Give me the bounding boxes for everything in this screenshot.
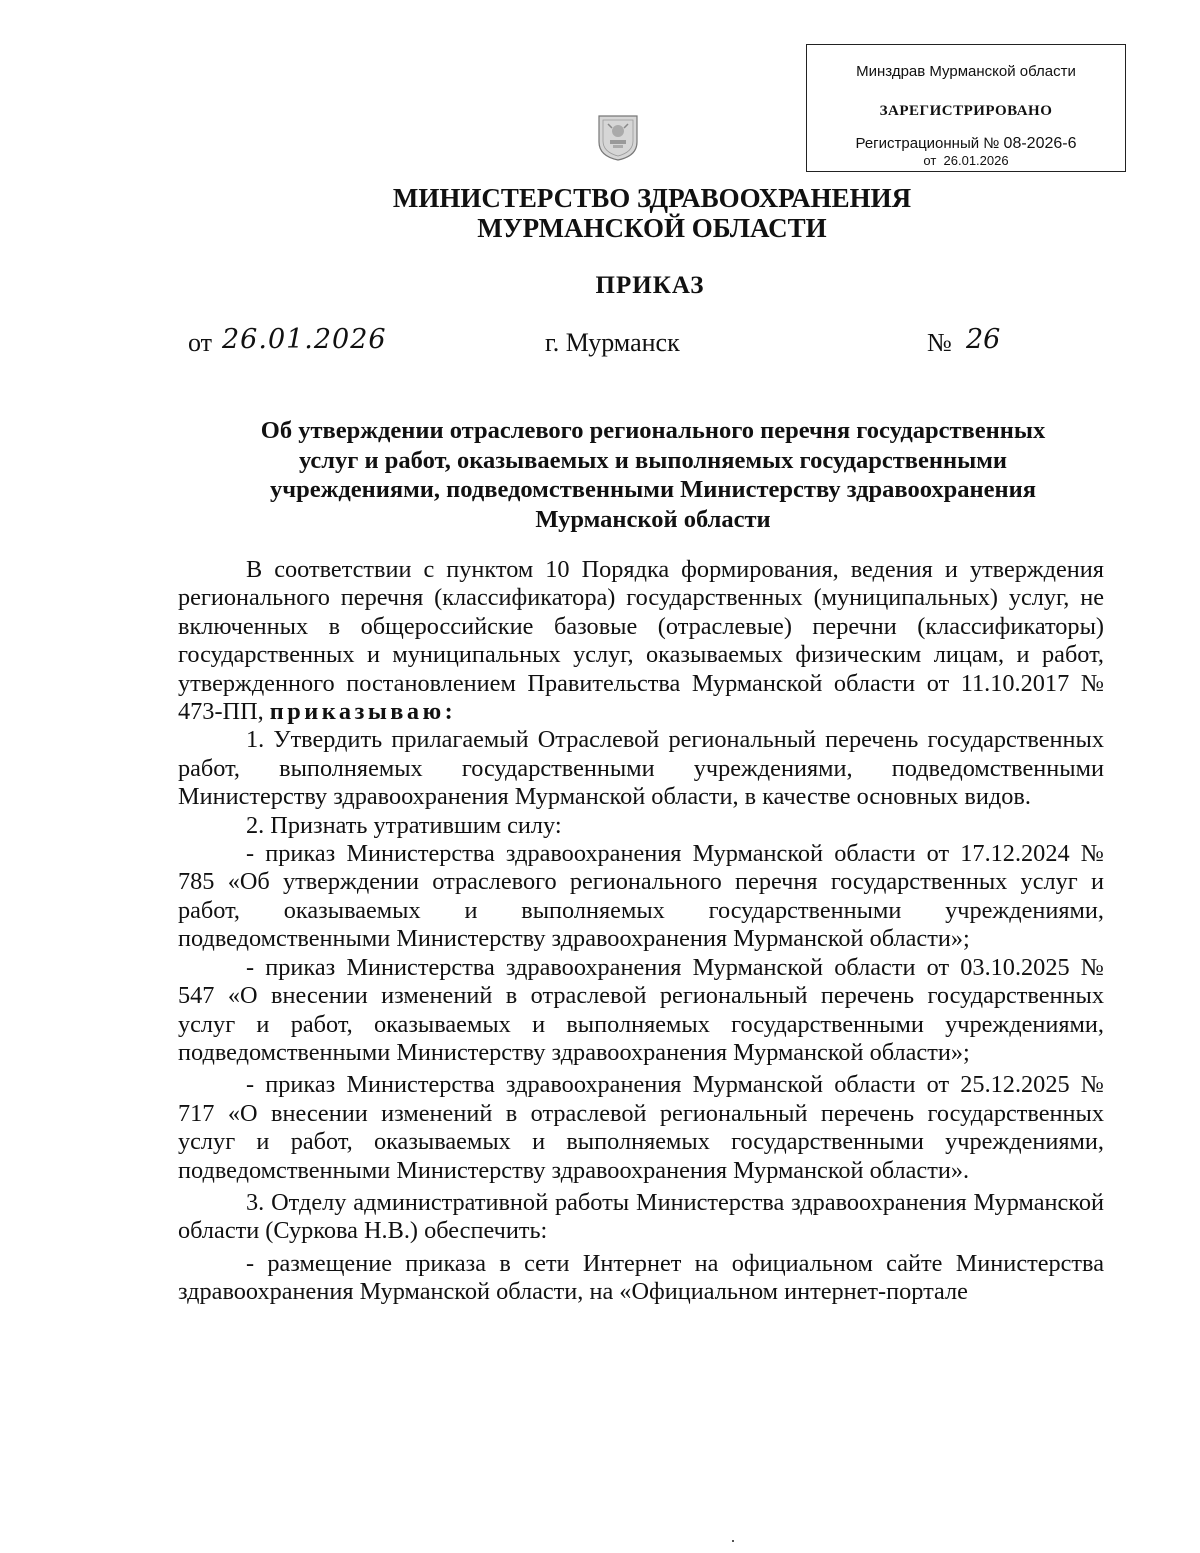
handwritten-date: 26.01.2026 (222, 324, 387, 355)
preamble-paragraph (178, 556, 1104, 726)
registration-stamp (806, 44, 1126, 172)
stamp-status: ЗАРЕГИСТРИРОВАНО (879, 103, 1053, 119)
item-2-c: - приказ Министерства здравоохранения Мурманской области от 25.12.2025 № 717 «О внесении изменений в отраслевой региональный перечень государственных услуг и работ, оказываемых и выполняемых государственными учреждениями, подведомственными Министерству здравоохранения Мурманской области». (178, 1071, 1104, 1184)
stamp-reg-number: 08-2026-6 (1003, 135, 1077, 152)
handwritten-number: 26 (966, 324, 1001, 355)
scan-dot (732, 1540, 734, 1542)
stamp-organization: Минздрав Мурманской области (856, 63, 1076, 80)
item-2-a: - приказ Министерства здравоохранения Мурманской области от 17.12.2024 № 785 «Об утверждении отраслевого регионального перечня государственных услуг и работ, оказываемых и выполняемых государственными учреждениями, подведомственными Министерству здравоохранения Мурманской области»; (178, 840, 1104, 953)
document-type: ПРИКАЗ (595, 272, 705, 299)
order-word: приказываю: (269, 698, 457, 726)
stamp-date-label: от (923, 153, 944, 168)
city: г. Мурманск (545, 328, 680, 357)
item-1: 1. Утвердить прилагаемый Отраслевой региональный перечень государственных работ, выполняемых государственными учреждениями, подведомственными Министерству здравоохранения Мурманской области, в качестве основных видов. (178, 726, 1104, 811)
order-subject: Об утверждении отраслевого регионального перечня государственных услуг и работ, оказываемых и выполняемых государственными учреждениями, подведомственными Министерству здравоохранения Мурманской области (260, 417, 1046, 533)
item-3-a: - размещение приказа в сети Интернет на официальном сайте Министерства здравоохранения Мурманской области, на «Официальном интернет-портале (178, 1249, 1104, 1306)
coat-of-arms-icon (596, 112, 640, 162)
stamp-date-line (807, 153, 1125, 168)
item-2: 2. Признать утратившим силу: (246, 811, 562, 839)
preamble-text: В соответствии с пунктом 10 Порядка формирования, ведения и утверждения регионального перечня (классификатора) государственных (муниципальных) услуг, не включенных в общероссийские базовые (отраслевые) перечни (классификаторы) государственных и муниципальных услуг, оказываемых физическим лицам, и работ, утвержденного постановлением Правительства Мурманской области от 11.10.2017 № 473-ПП, (178, 556, 1104, 726)
item-3: 3. Отделу административной работы Министерства здравоохранения Мурманской области (Суркова Н.В.) обеспечить: (178, 1188, 1104, 1245)
ministry-name-line2: МУРМАНСКОЙ ОБЛАСТИ (477, 213, 827, 243)
stamp-registration-line (807, 135, 1125, 153)
date-prefix: от (188, 328, 213, 357)
number-prefix: № (927, 328, 952, 357)
item-2-b: - приказ Министерства здравоохранения Мурманской области от 03.10.2025 № 547 «О внесении изменений в отраслевой региональный перечень государственных услуг и работ, оказываемых и выполняемых государственными учреждениями, подведомственными Министерству здравоохранения Мурманской области»; (178, 953, 1104, 1066)
stamp-date: 26.01.2026 (943, 153, 1009, 168)
stamp-reg-label: Регистрационный № (855, 135, 1004, 152)
order-body (178, 556, 1104, 1307)
ministry-name-line1: МИНИСТЕРСТВО ЗДРАВООХРАНЕНИЯ (392, 183, 912, 213)
